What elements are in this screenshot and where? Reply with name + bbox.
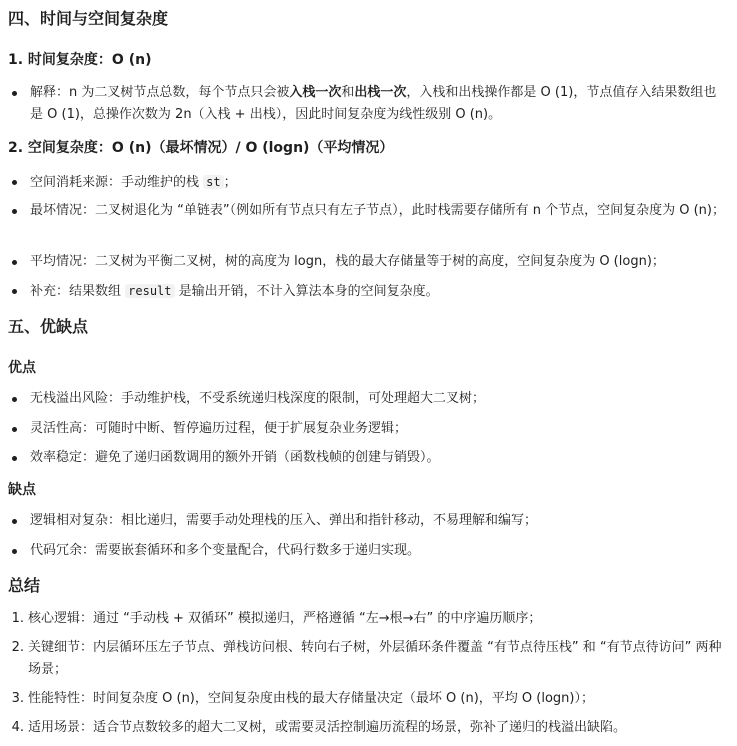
time-complexity-heading: 1. 时间复杂度：O (n): [8, 52, 152, 68]
list-item-time-explain: 解释：n 为二叉树节点总数，每个节点只会被入栈一次和出栈一次，入栈和出栈操作都是 O (1)，节点值存入结果数组也是 O (1)，总操作次数为 2n（入栈 + 出栈），因此时间复杂度为线性级别 O (n)。: [30, 85, 717, 122]
list-item-pro: 效率稳定：避免了递归函数调用的额外开销（函数栈帧的创建与销毁）。: [30, 450, 440, 465]
list-item-space-average: 平均情况：二叉树为平衡二叉树，树的高度为 logn，栈的最大存储量等于树的高度，空间复杂度为 O (logn)；: [30, 254, 665, 269]
list-item-pro: 灵活性高：可随时中断、暂停遍历过程，便于扩展复杂业务逻辑；: [30, 421, 408, 436]
list-item-space-worst: 最坏情况：二叉树退化为 “单链表”（例如所有节点只有左子节点），此时栈需要存储所有 n 个节点，空间复杂度为 O (n)；: [30, 203, 725, 218]
list-item-con: 代码冗余：需要嵌套循环和多个变量配合，代码行数多于递归实现。: [30, 543, 421, 558]
summary-item: 4. 适用场景：适合节点数较多的超大二叉树，或需要灵活控制遍历流程的场景，弥补了递归的栈溢出缺陷。: [11, 720, 627, 735]
pros-heading: 优点: [8, 360, 36, 376]
list-item-con: 逻辑相对复杂：相比递归，需要手动处理栈的压入、弹出和指针移动，不易理解和编写；: [30, 513, 538, 528]
list-item-space-extra: 补充：结果数组 result 是输出开销，不计入算法本身的空间复杂度。: [30, 284, 439, 299]
summary-item: 2. 关键细节：内层循环压左子节点、弹栈访问根、转向右子树，外层循环条件覆盖 “有节点待压栈” 和 “有节点待访问” 两种场景；: [11, 640, 722, 677]
space-complexity-heading: 2. 空间复杂度：O (n)（最坏情况）/ O (logn)（平均情况）: [8, 140, 394, 156]
section-heading-complexity: 四、时间与空间复杂度: [8, 9, 169, 28]
section-heading-pros-cons: 五、优缺点: [8, 317, 89, 336]
summary-item: 3. 性能特性：时间复杂度 O (n)，空间复杂度由栈的最大存储量决定（最坏 O (n)，平均 O (logn)）；: [11, 691, 594, 706]
cons-heading: 缺点: [8, 482, 36, 498]
inline-code: result: [125, 284, 174, 298]
list-item-pro: 无栈溢出风险：手动维护栈，不受系统递归栈深度的限制，可处理超大二叉树；: [30, 391, 486, 406]
list-item-space-source: 空间消耗来源：手动维护的栈 st ；: [30, 175, 237, 190]
summary-item: 1. 核心逻辑：通过 “手动栈 + 双循环” 模拟递归，严格遵循 “左→根→右” 的中序遍历顺序；: [11, 611, 542, 626]
section-heading-summary: 总结: [8, 576, 41, 595]
inline-code: st: [203, 175, 223, 189]
